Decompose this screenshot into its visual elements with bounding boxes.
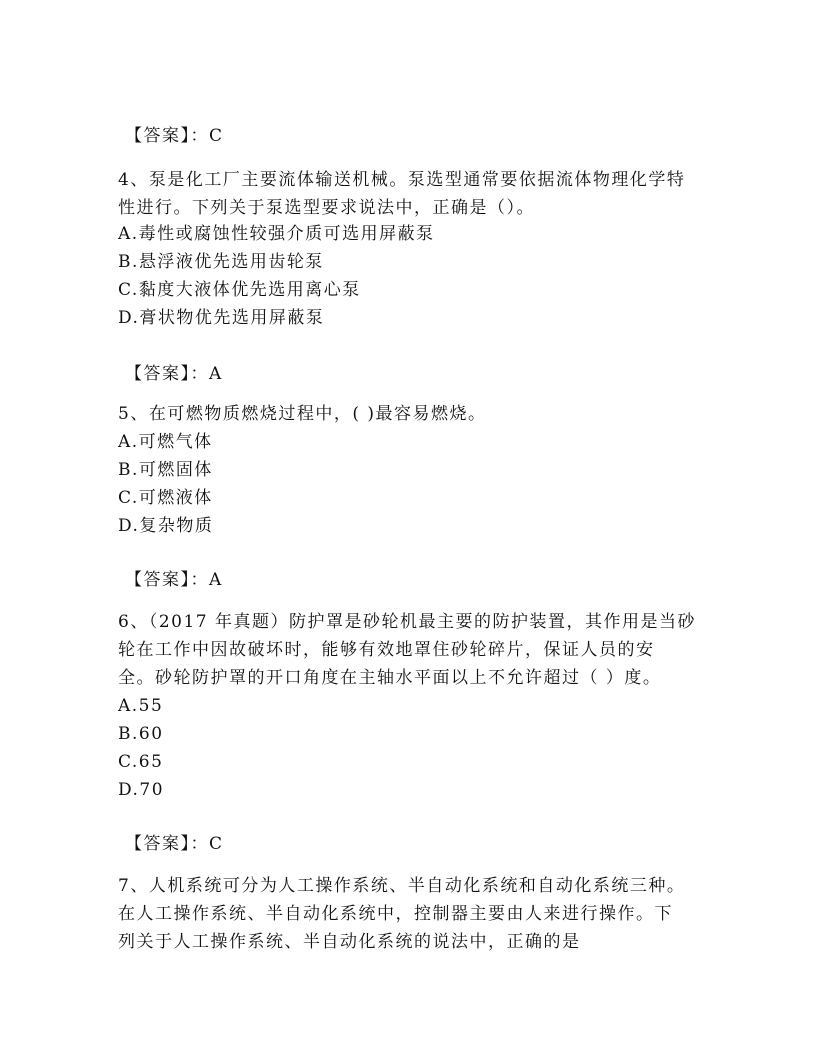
question-4-option-a: A.毒性或腐蚀性较强介质可选用屏蔽泵	[118, 224, 435, 244]
question-5-option-b: B.可燃固体	[118, 460, 213, 480]
question-6-option-a: A.55	[118, 696, 164, 716]
question-4-option-c: C.黏度大液体优先选用离心泵	[118, 280, 361, 300]
question-4-option-d: D.膏状物优先选用屏蔽泵	[118, 308, 325, 328]
question-4-stem-line-1: 4、泵是化工厂主要流体输送机械。泵选型通常要依据流体物理化学特	[118, 170, 686, 190]
question-4-option-b: B.悬浮液优先选用齿轮泵	[118, 252, 324, 272]
question-5-answer: 【答案】：A	[125, 570, 223, 590]
question-5-stem-line-1: 5、在可燃物质燃烧过程中，( )最容易燃烧。	[118, 404, 487, 424]
question-7-stem-line-3: 列关于人工操作系统、半自动化系统的说法中，正确的是	[118, 932, 581, 952]
question-7-stem-line-2: 在人工操作系统、半自动化系统中，控制器主要由人来进行操作。下	[118, 904, 673, 924]
answer-prev: 【答案】：C	[125, 126, 224, 146]
question-5-option-c: C.可燃液体	[118, 488, 213, 508]
question-6-option-d: D.70	[118, 780, 165, 800]
question-6-option-b: B.60	[118, 724, 164, 744]
question-6-answer: 【答案】：C	[125, 834, 224, 854]
question-6-stem-line-3: 全。砂轮防护罩的开口角度在主轴水平面以上不允许超过（ ）度。	[118, 668, 662, 688]
question-6-stem-line-1: 6、（2017 年真题）防护罩是砂轮机最主要的防护装置，其作用是当砂	[118, 612, 696, 632]
question-5-option-a: A.可燃气体	[118, 432, 213, 452]
question-7-stem-line-1: 7、人机系统可分为人工操作系统、半自动化系统和自动化系统三种。	[118, 876, 686, 896]
question-4-stem-line-2: 性进行。下列关于泵选型要求说法中，正确是（）。	[118, 198, 535, 218]
question-4-answer: 【答案】：A	[125, 364, 223, 384]
question-5-option-d: D.复杂物质	[118, 516, 214, 536]
question-6-stem-line-2: 轮在工作中因故破坏时，能够有效地罩住砂轮碎片，保证人员的安	[118, 640, 655, 660]
question-6-option-c: C.65	[118, 752, 164, 772]
